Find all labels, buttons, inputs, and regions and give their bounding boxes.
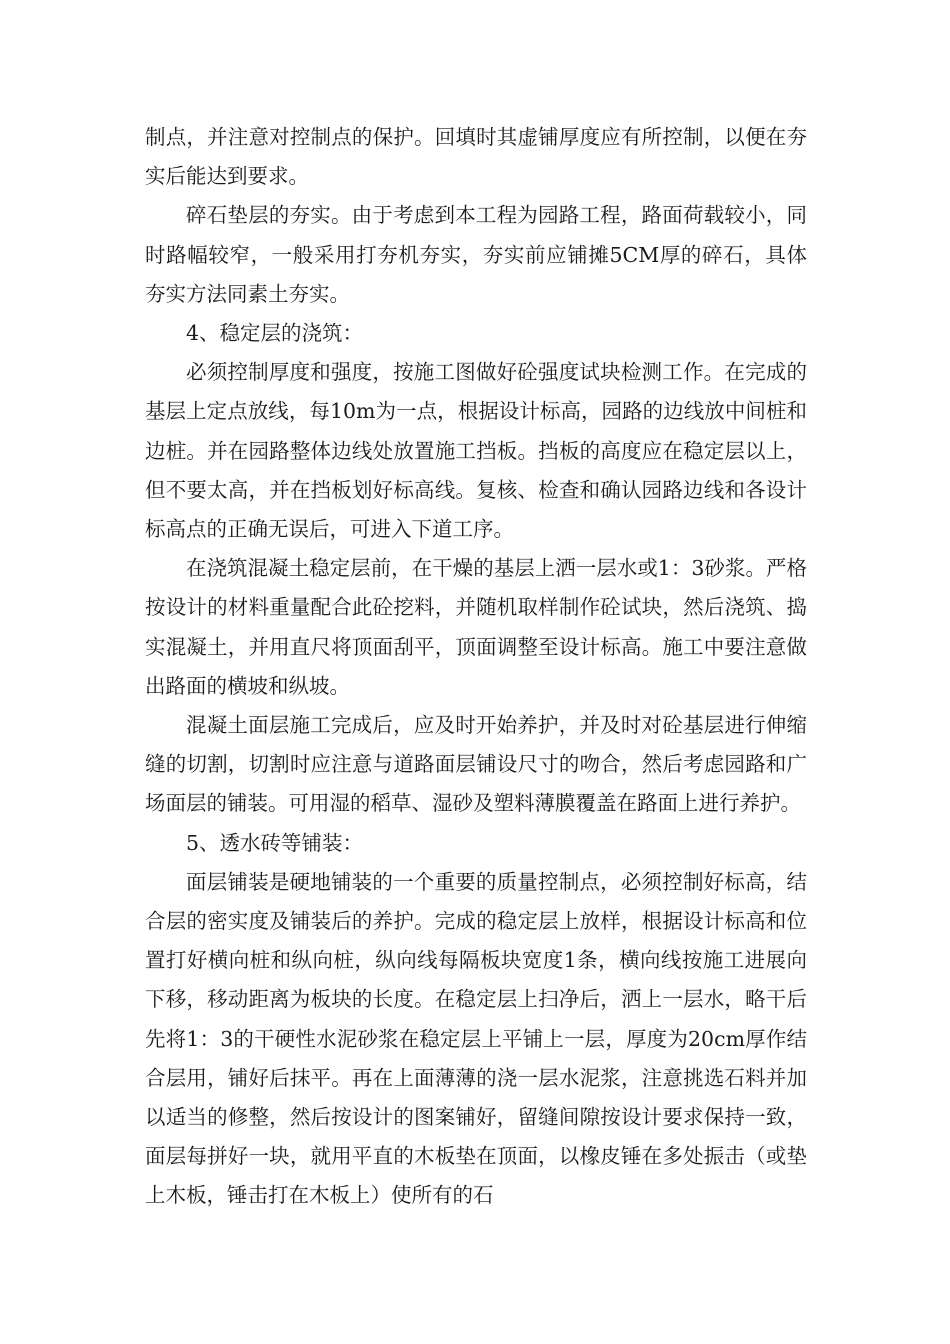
paragraph-compaction-control: 制点，并注意对控制点的保护。回填时其虚铺厚度应有所控制，以便在夯实后能达到要求。 <box>145 125 807 189</box>
paragraph-curing: 混凝土面层施工完成后，应及时开始养护，并及时对砼基层进行伸缩缝的切割，切割时应注意与道路面层铺设尺寸的吻合，然后考虑园路和广场面层的铺装。可用湿的稻草、湿砂及塑料薄膜覆盖在路面上进行养护。 <box>145 713 807 816</box>
section-heading-permeable-brick: 5、透水砖等铺装： <box>186 830 364 855</box>
paragraph-concrete-pouring: 在浇筑混凝土稳定层前，在干燥的基层上洒一层水或1：3砂浆。严格按设计的材料重量配合此砼挖料，并随机取样制作砼试块，然后浇筑、捣实混凝土，并用直尺将顶面刮平，顶面调整至设计标高。施工中要注意做出路面的横坡和纵坡。 <box>145 556 807 698</box>
paragraph-surface-paving: 面层铺装是硬地铺装的一个重要的质量控制点，必须控制好标高，结合层的密实度及铺装后的养护。完成的稳定层上放样，根据设计标高和位置打好横向桩和纵向桩，纵向线每隔板块宽度1条，横向线按施工进展向下移，移动距离为板块的长度。在稳定层上扫净后，洒上一层水，略干后先将1：3的干硬性水泥砂浆在稳定层上平铺上一层，厚度为20cm厚作结合层用，铺好后抹平。再在上面薄薄的浇一层水泥浆，注意挑选石料并加以适当的修整，然后按设计的图案铺好，留缝间隙按设计要求保持一致，面层每拼好一块，就用平直的木板垫在顶面，以橡皮锤在多处振击（或垫上木板，锤击打在木板上）使所有的石 <box>145 869 807 1208</box>
paragraph-gravel-cushion: 碎石垫层的夯实。由于考虑到本工程为园路工程，路面荷载较小，同时路幅较窄，一般采用打夯机夯实，夯实前应铺摊5CM厚的碎石，具体夯实方法同素土夯实。 <box>145 203 807 306</box>
paragraph-thickness-strength: 必须控制厚度和强度，按施工图做好砼强度试块检测工作。在完成的基层上定点放线，每10m为一点，根据设计标高，园路的边线放中间桩和边桩。并在园路整体边线处放置施工挡板。挡板的高度应在稳定层以上，但不要太高，并在挡板划好标高线。复核、检查和确认园路边线和各设计标高点的正确无误后，可进入下道工序。 <box>145 360 807 542</box>
section-heading-stabilized-layer: 4、稳定层的浇筑： <box>186 321 364 346</box>
document-body <box>145 118 807 1216</box>
